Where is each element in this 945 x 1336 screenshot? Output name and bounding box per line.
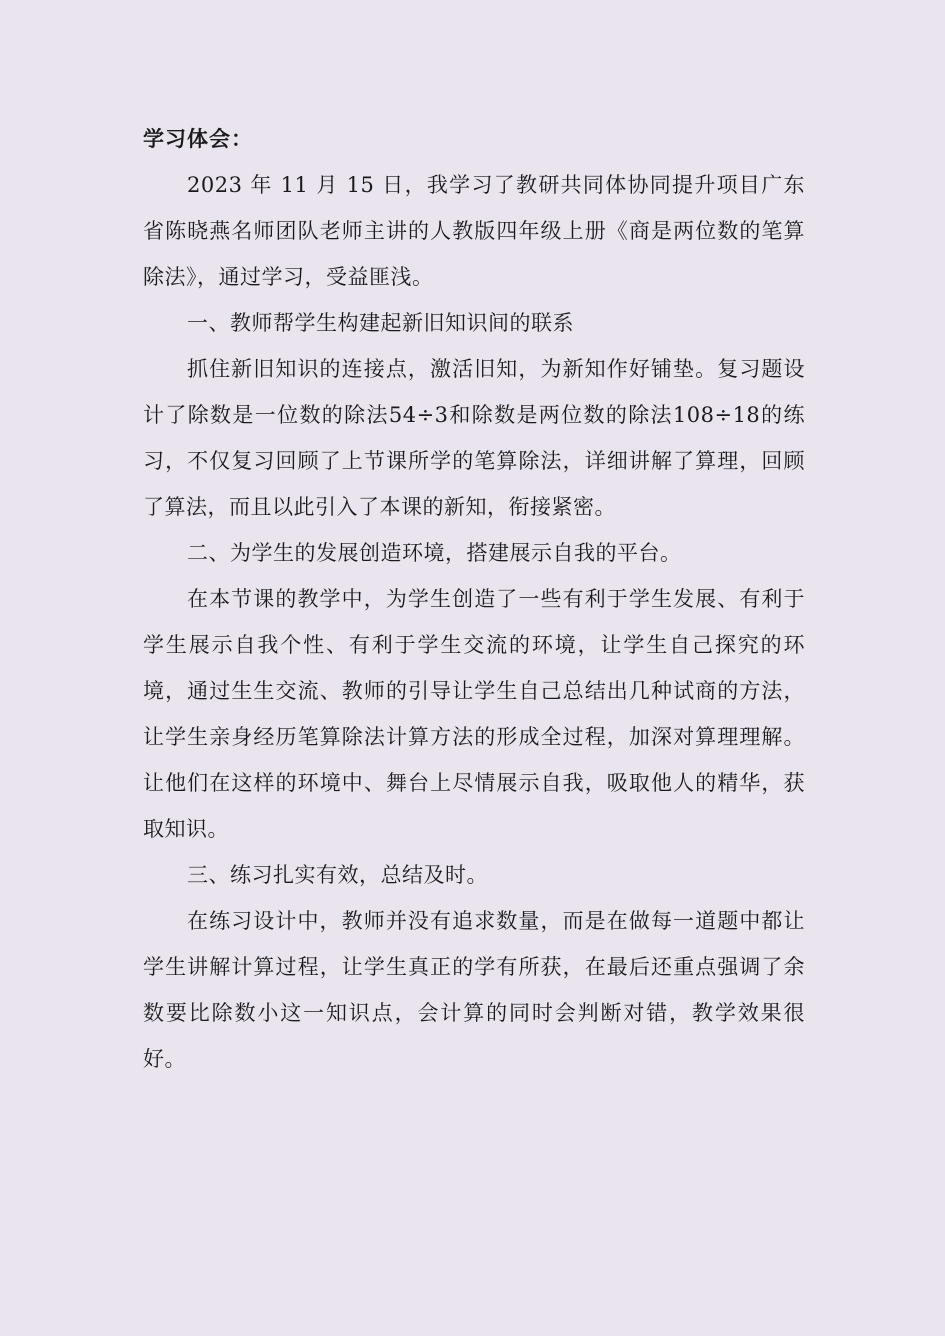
intro-paragraph: 2023 年 11 月 15 日，我学习了教研共同体协同提升项目广东省陈晓燕名师团队老师主讲的人教版四年级上册《商是两位数的笔算除法》，通过学习，受益匪浅。	[143, 173, 805, 289]
section-paragraph-1: 抓住新旧知识的连接点，激活旧知，为新知作好铺垫。复习题设计了除数是一位数的除法54÷3和除数是两位数的除法108÷18的练习，不仅复习回顾了上节课所学的笔算除法，详细讲解了算理，回顾了算法，而且以此引入了本课的新知，衔接紧密。	[143, 357, 805, 519]
document-body	[143, 116, 805, 1082]
section-heading-1: 一、教师帮学生构建起新旧知识间的联系	[187, 311, 574, 335]
section-paragraph-3: 在练习设计中，教师并没有追求数量，而是在做每一道题中都让学生讲解计算过程，让学生真正的学有所获，在最后还重点强调了余数要比除数小这一知识点，会计算的同时会判断对错，教学效果很好。	[143, 909, 805, 1071]
section-paragraph-2: 在本节课的教学中，为学生创造了一些有利于学生发展、有利于学生展示自我个性、有利于学生交流的环境，让学生自己探究的环境，通过生生交流、教师的引导让学生自己总结出几种试商的方法，让学生亲身经历笔算除法计算方法的形成全过程，加深对算理理解。让他们在这样的环境中、舞台上尽情展示自我，吸取他人的精华，获取知识。	[143, 587, 805, 841]
page-title: 学习体会：	[143, 127, 253, 151]
section-heading-2: 二、为学生的发展创造环境，搭建展示自我的平台。	[187, 541, 682, 565]
section-heading-3: 三、练习扎实有效，总结及时。	[187, 863, 488, 887]
